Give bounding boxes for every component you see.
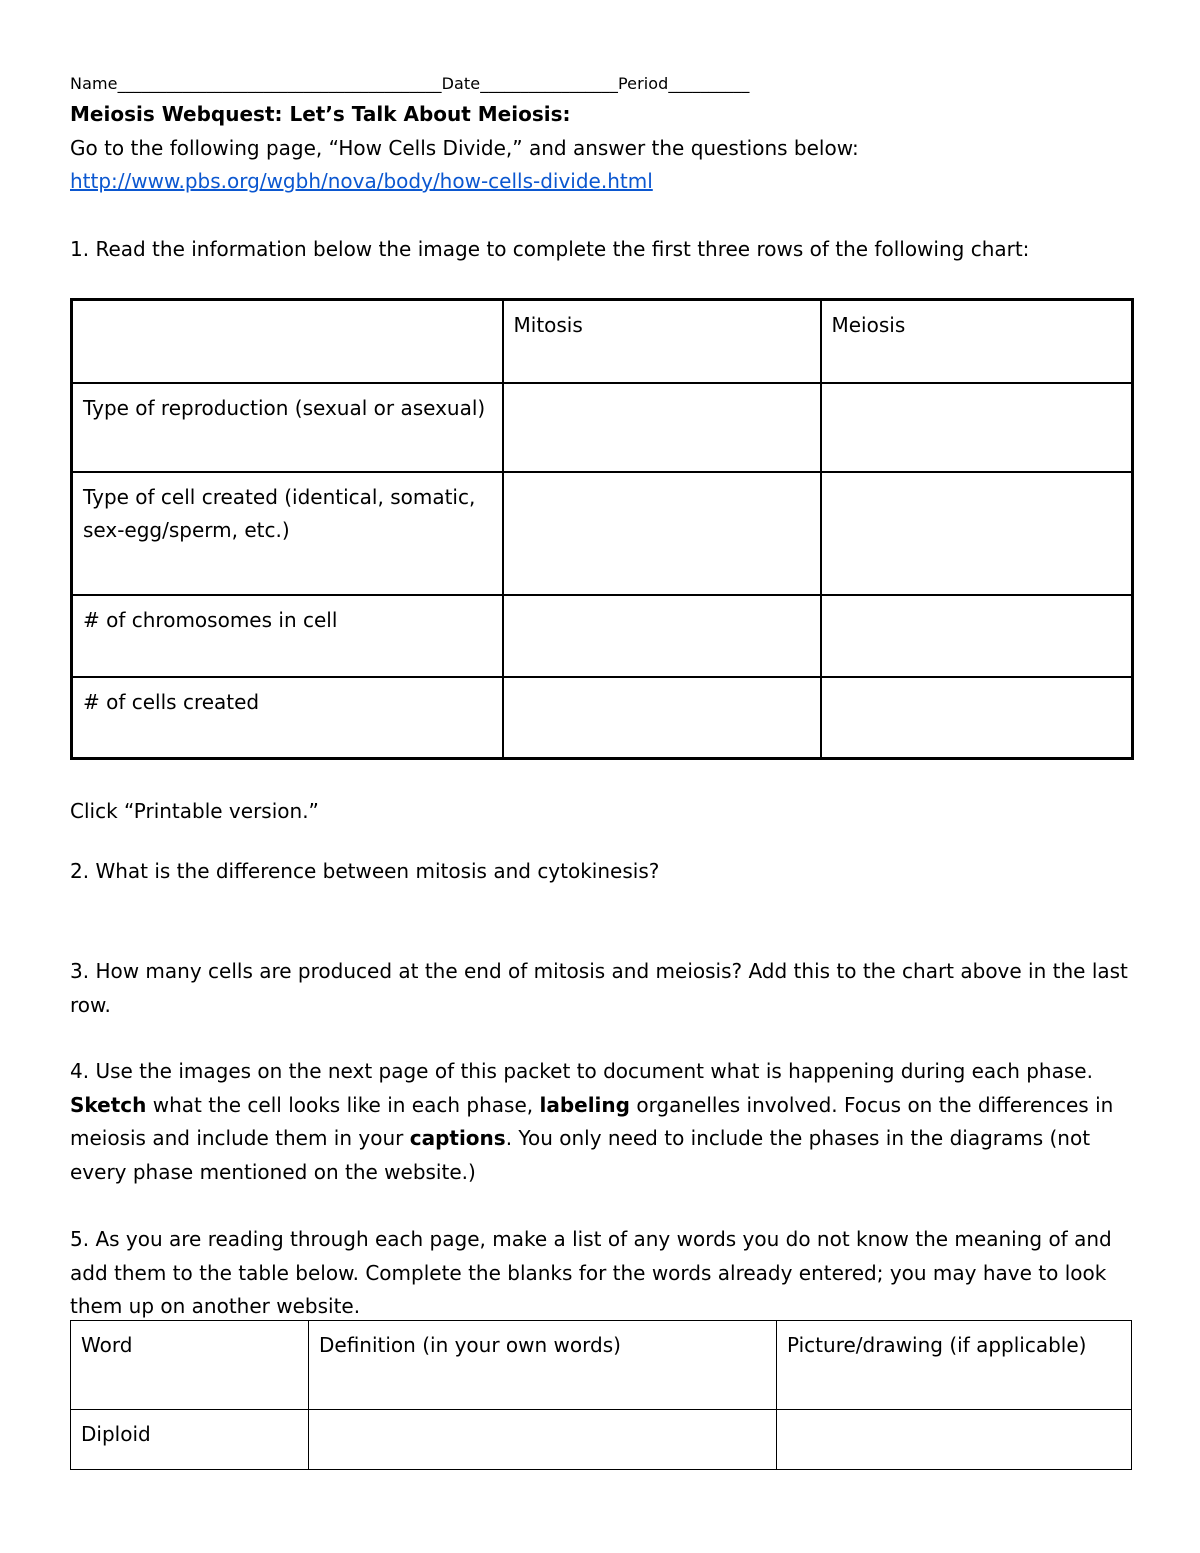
chart1-header-cell (72, 300, 503, 383)
answer-cell[interactable] (503, 383, 821, 472)
definition-cell[interactable] (309, 1410, 777, 1470)
answer-cell[interactable] (821, 472, 1133, 595)
q4-text-4: . You only need to include the phases in the diagrams (not every phase mentioned on the website.) (70, 1126, 1091, 1184)
question-5: 5. As you are reading through each page, make a list of any words you do not know the meaning of and add them to the table below. Complete the blanks for the words already entered; you may have to look them up on another website. (70, 1227, 1112, 1318)
answer-cell[interactable] (821, 595, 1133, 677)
q4-text-3: organelles involved. Focus on the differences in meiosis and include them in your (70, 1092, 1114, 1150)
chart1-header-row (72, 300, 1133, 383)
answer-cell[interactable] (503, 677, 821, 759)
question-3: 3. How many cells are produced at the end of mitosis and meiosis? Add this to the chart above in the last row. (70, 959, 1128, 1017)
vocabulary-table (70, 1320, 1132, 1470)
vocab-header-cell: Word (71, 1321, 309, 1410)
chart1-header-cell: Mitosis (503, 300, 821, 383)
question-4 (70, 1055, 1132, 1189)
answer-cell[interactable] (821, 383, 1133, 472)
table-row (71, 1410, 1132, 1470)
row-label: # of cells created (72, 677, 503, 759)
q4-bold-labeling: labeling (539, 1092, 630, 1117)
answer-cell[interactable] (503, 595, 821, 677)
row-label: Type of reproduction (sexual or asexual) (72, 383, 503, 472)
intro-text: Go to the following page, “How Cells Divide,” and answer the questions below: (70, 136, 859, 160)
q4-bold-sketch: Sketch (70, 1092, 147, 1117)
page-title: Meiosis Webquest: Let’s Talk About Meiosis: (70, 102, 571, 126)
table-row (72, 472, 1133, 595)
question-2: 2. What is the difference between mitosis and cytokinesis? (70, 859, 660, 883)
row-label: Type of cell created (identical, somatic, sex-egg/sperm, etc.) (72, 472, 503, 595)
q4-text-2: what the cell looks like in each phase, (146, 1092, 540, 1117)
table-row (72, 595, 1133, 677)
row-label: # of chromosomes in cell (72, 595, 503, 677)
question-1: 1. Read the information below the image to complete the first three rows of the following chart: (70, 237, 1030, 261)
drawing-cell[interactable] (777, 1410, 1132, 1470)
q4-bold-captions: captions (409, 1126, 506, 1150)
mitosis-meiosis-chart (70, 298, 1134, 760)
answer-cell[interactable] (503, 472, 821, 595)
name-date-period-line: Name________________________________________Date_________________Period__________ (70, 74, 750, 93)
vocab-header-row (71, 1321, 1132, 1410)
table-row (72, 383, 1133, 472)
chart1-header-cell: Meiosis (821, 300, 1133, 383)
pbs-link[interactable]: http://www.pbs.org/wgbh/nova/body/how-cells-divide.html (70, 169, 653, 193)
q4-text-1: 4. Use the images on the next page of this packet to document what is happening during each phase. (70, 1059, 1093, 1083)
vocab-header-cell: Picture/drawing (if applicable) (777, 1321, 1132, 1410)
table-row (72, 677, 1133, 759)
vocab-word: Diploid (71, 1410, 309, 1470)
vocab-header-cell: Definition (in your own words) (309, 1321, 777, 1410)
printable-instruction: Click “Printable version.” (70, 799, 319, 823)
answer-cell[interactable] (821, 677, 1133, 759)
